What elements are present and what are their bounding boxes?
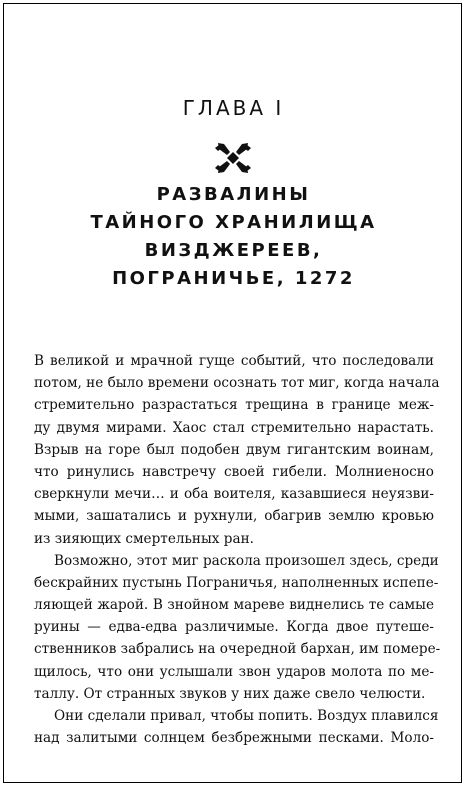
heading-line: ВИЗДЖЕРЕЕВ, [144,240,323,261]
text-line: над залитыми солнцем безбрежными песками. Моло- [34,730,434,747]
text-line: что ринулись навстречу своей гибели. Молниеносно [34,463,434,480]
heading-line: ПОГРАНИЧЬЕ, 1272 [112,268,355,289]
paragraph [34,705,439,749]
heading-line: ТАЙНОГО ХРАНИЛИЩА [90,212,377,233]
body-text [34,350,441,749]
text-line: Они сделали привал, чтобы попить. Воздух плавился [54,708,439,724]
text-line: мыми, зашатались и рухнули, обагрив землю кровью [34,508,434,525]
text-line: таллу. От странных звуков у них даже свело челюсти. [34,685,426,702]
text-line: щилось, что они услышали звон ударов молота по ме- [34,663,434,680]
text-line: ственников забрались на очередной бархан, им помере- [34,641,441,658]
text-line: В великой и мрачной гуще событий, что последовали [34,353,434,369]
crossed-swords-ornament-icon [214,139,252,177]
chapter-heading [0,181,467,293]
text-line: сверкнули мечи… и оба воителя, казавшиеся неуязви- [34,486,434,503]
text-line: Возможно, этот миг раскола произошел здесь, среди [54,552,439,569]
text-line: ду двумя мирами. Хаос стал стремительно нарастать. [34,419,434,436]
text-line: потом, не было времени осознать тот миг, когда начала [34,375,440,392]
text-line: стремительно разрастаться трещина в границе меж- [34,397,434,414]
text-line: ляющей жарой. В знойном мареве виднелись те самые [34,597,434,614]
heading-line: РАЗВАЛИНЫ [156,184,311,205]
paragraph [34,550,441,705]
paragraph [34,350,440,550]
chapter-title: ГЛАВА I [182,96,285,120]
text-line: из зияющих смертельных ран. [34,530,254,547]
text-line: руины — едва-едва различимые. Когда двое путеше- [34,619,434,636]
text-line: Взрыв на горе был подобен двум гигантским воинам, [34,441,434,458]
text-line: бескрайних пустынь Пограничья, наполненных испепе- [34,574,439,591]
